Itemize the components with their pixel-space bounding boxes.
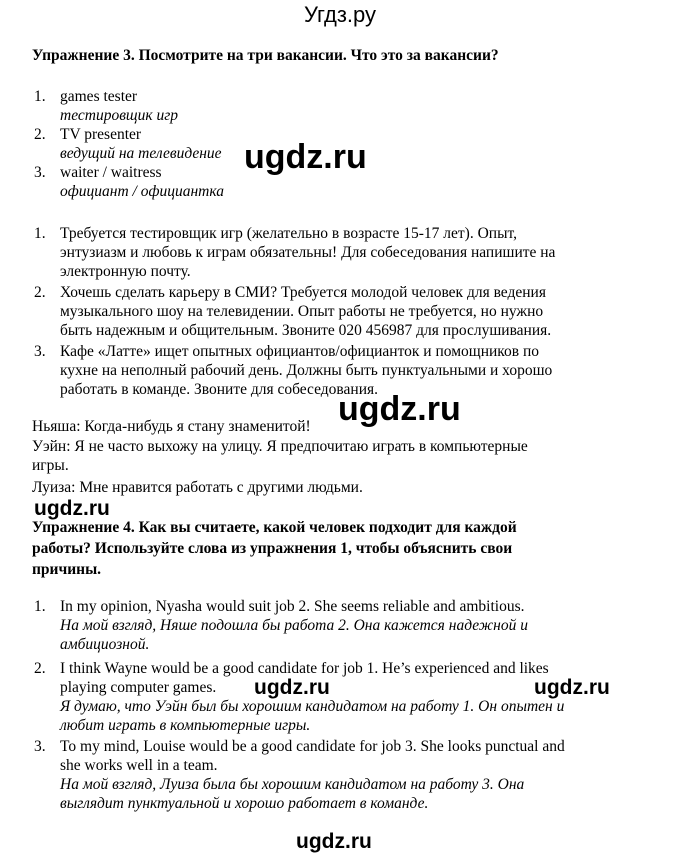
answer-3-english-line-2: she works well in a team.: [60, 757, 218, 774]
ad-3-number: 3.: [34, 343, 46, 360]
job-2-number: 2.: [34, 126, 46, 143]
quote-wayne: Уэйн: Я не часто выхожу на улицу. Я предпочитаю играть в компьютерные: [32, 438, 528, 455]
ad-1-line-2: энтузиазм и любовь к играм обязательны! Для собеседования напишите на: [60, 244, 556, 261]
ad-2-number: 2.: [34, 284, 46, 301]
answer-2-english-line-1: I think Wayne would be a good candidate for job 1. He’s experienced and likes: [60, 660, 549, 677]
job-3-english: waiter / waitress: [60, 164, 162, 181]
answer-1-english: In my opinion, Nyasha would suit job 2. She seems reliable and ambitious.: [60, 598, 525, 615]
exercise-4-heading-line-1: Упражнение 4. Как вы считаете, какой человек подходит для каждой: [32, 519, 517, 536]
job-2-russian: ведущий на телевидение: [60, 145, 222, 162]
job-1-russian: тестировщик игр: [60, 107, 179, 124]
ad-2-line-1: Хочешь сделать карьеру в СМИ? Требуется молодой человек для ведения: [60, 284, 546, 301]
ad-3-line-2: кухне на неполный рабочий день. Должны быть пунктуальными и хорошо: [60, 362, 553, 379]
answer-3-russian-line-2: выглядит пунктуальной и хорошо работает в команде.: [60, 795, 429, 812]
exercise-4-heading-line-3: причины.: [32, 561, 102, 578]
ad-3-line-3: работать в команде. Звоните для собеседования.: [60, 381, 379, 398]
ad-2-line-2: музыкального шоу на телевидении. Опыт работы не требуется, но нужно: [60, 303, 544, 320]
ad-1-line-3: электронную почту.: [60, 263, 191, 280]
watermark: ugdz.ru: [254, 676, 330, 699]
exercise-4-heading-line-2: работы? Используйте слова из упражнения 1, чтобы объяснить свои: [32, 540, 513, 557]
answer-3-russian-line-1: На мой взгляд, Луиза была бы хорошим кандидатом на работу 3. Она: [60, 776, 525, 793]
watermark: ugdz.ru: [244, 138, 367, 176]
job-2-english: TV presenter: [60, 126, 142, 143]
answer-1-russian-line-1: На мой взгляд, Няше подошла бы работа 2. Она кажется надежной и: [60, 617, 528, 634]
ad-1-number: 1.: [34, 225, 46, 242]
ad-2-line-3: быть надежным и общительным. Звоните 020 456987 для прослушивания.: [60, 322, 552, 339]
job-1-english: games tester: [60, 88, 138, 105]
exercise-3-heading: Упражнение 3. Посмотрите на три вакансии. Что это за вакансии?: [32, 47, 499, 64]
answer-2-russian-line-2: любит играть в компьютерные игры.: [60, 717, 311, 734]
watermark: ugdz.ru: [34, 497, 110, 520]
job-3-number: 3.: [34, 164, 46, 181]
site-title: Угдз.ру: [303, 2, 377, 27]
quote-louise: Луиза: Мне нравится работать с другими людьми.: [32, 479, 363, 496]
watermark: ugdz.ru: [534, 676, 610, 699]
job-1-number: 1.: [34, 88, 46, 105]
quote-nyasha: Ньяша: Когда-нибудь я стану знаменитой!: [32, 418, 311, 435]
answer-1-russian-line-2: амбициозной.: [60, 636, 150, 653]
answer-2-english-line-2: playing computer games.: [60, 679, 217, 696]
watermark: ugdz.ru: [338, 390, 461, 428]
answer-2-russian-line-1: Я думаю, что Уэйн был бы хорошим кандидатом на работу 1. Он опытен и: [60, 698, 565, 715]
answer-3-number: 3.: [34, 738, 46, 755]
ad-3-line-1: Кафе «Латте» ищет опытных официантов/официанток и помощников по: [60, 343, 540, 360]
watermark: ugdz.ru: [296, 830, 372, 853]
answer-2-number: 2.: [34, 660, 46, 677]
ad-1-line-1: Требуется тестировщик игр (желательно в возрасте 15-17 лет). Опыт,: [60, 225, 517, 242]
answer-1-number: 1.: [34, 598, 46, 615]
job-3-russian: официант / официантка: [60, 183, 224, 200]
answer-3-english-line-1: To my mind, Louise would be a good candidate for job 3. She looks punctual and: [60, 738, 565, 755]
quote-wayne-cont: игры.: [32, 457, 69, 474]
